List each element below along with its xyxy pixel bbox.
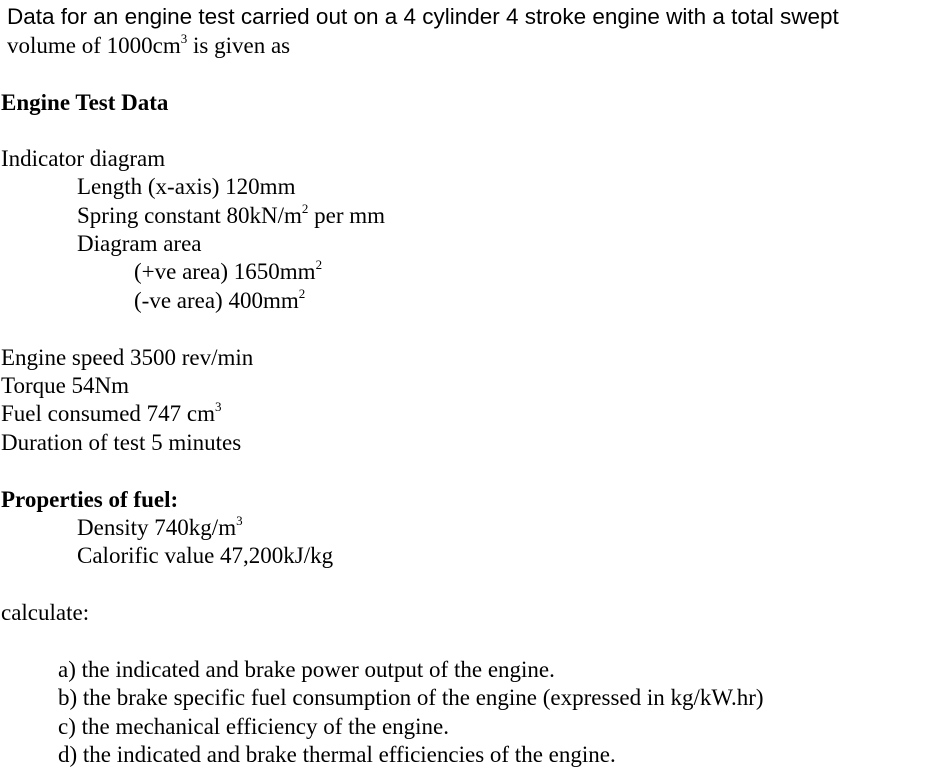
intro-line-2-prefix: volume of 1000cm [7,33,181,58]
fuel-consumed-sup: 3 [215,399,222,414]
negative-area-sup: 2 [298,286,306,301]
question-b: b) the brake specific fuel consumption of the engine (expressed in kg/kW.hr) [58,685,764,710]
intro-line-2-sup: 3 [180,31,188,46]
intro-line-2-suffix: is given as [187,33,291,58]
spring-prefix: Spring constant 80kN/m [77,203,302,228]
fuel-density-sup: 3 [236,513,243,528]
engine-torque: Torque 54Nm [1,373,130,398]
spring-sup: 2 [301,201,309,216]
calculate-label: calculate: [1,600,90,625]
fuel-calorific-value: Calorific value 47,200kJ/kg [77,543,334,568]
positive-area-text: (+ve area) 1650mm [134,259,316,284]
indicator-diagram-title: Indicator diagram [1,146,166,171]
fuel-density-text: Density 740kg/m [77,515,237,540]
indicator-length: Length (x-axis) 120mm [77,174,296,199]
test-duration: Duration of test 5 minutes [1,430,242,455]
engine-test-data-heading: Engine Test Data [1,90,169,115]
intro-line-1: Data for an engine test carried out on a 4 cylinder 4 stroke engine with a total swept [7,4,839,29]
fuel-properties-heading: Properties of fuel: [1,487,179,512]
indicator-positive-area [134,258,322,287]
spring-suffix: per mm [308,203,386,228]
negative-area-text: (-ve area) 400mm [134,288,299,313]
indicator-negative-area [134,287,305,316]
fuel-density [77,514,243,543]
indicator-diagram-area: Diagram area [77,231,202,256]
positive-area-sup: 2 [315,257,323,272]
fuel-consumed [1,400,222,429]
question-c: c) the mechanical efficiency of the engine. [58,714,450,739]
intro-line-2 [7,32,290,61]
fuel-consumed-text: Fuel consumed 747 cm [1,401,215,426]
indicator-spring-constant [77,202,385,231]
engine-speed: Engine speed 3500 rev/min [1,345,254,370]
question-d: d) the indicated and brake thermal efficiencies of the engine. [58,742,616,767]
question-a: a) the indicated and brake power output of the engine. [58,657,555,682]
